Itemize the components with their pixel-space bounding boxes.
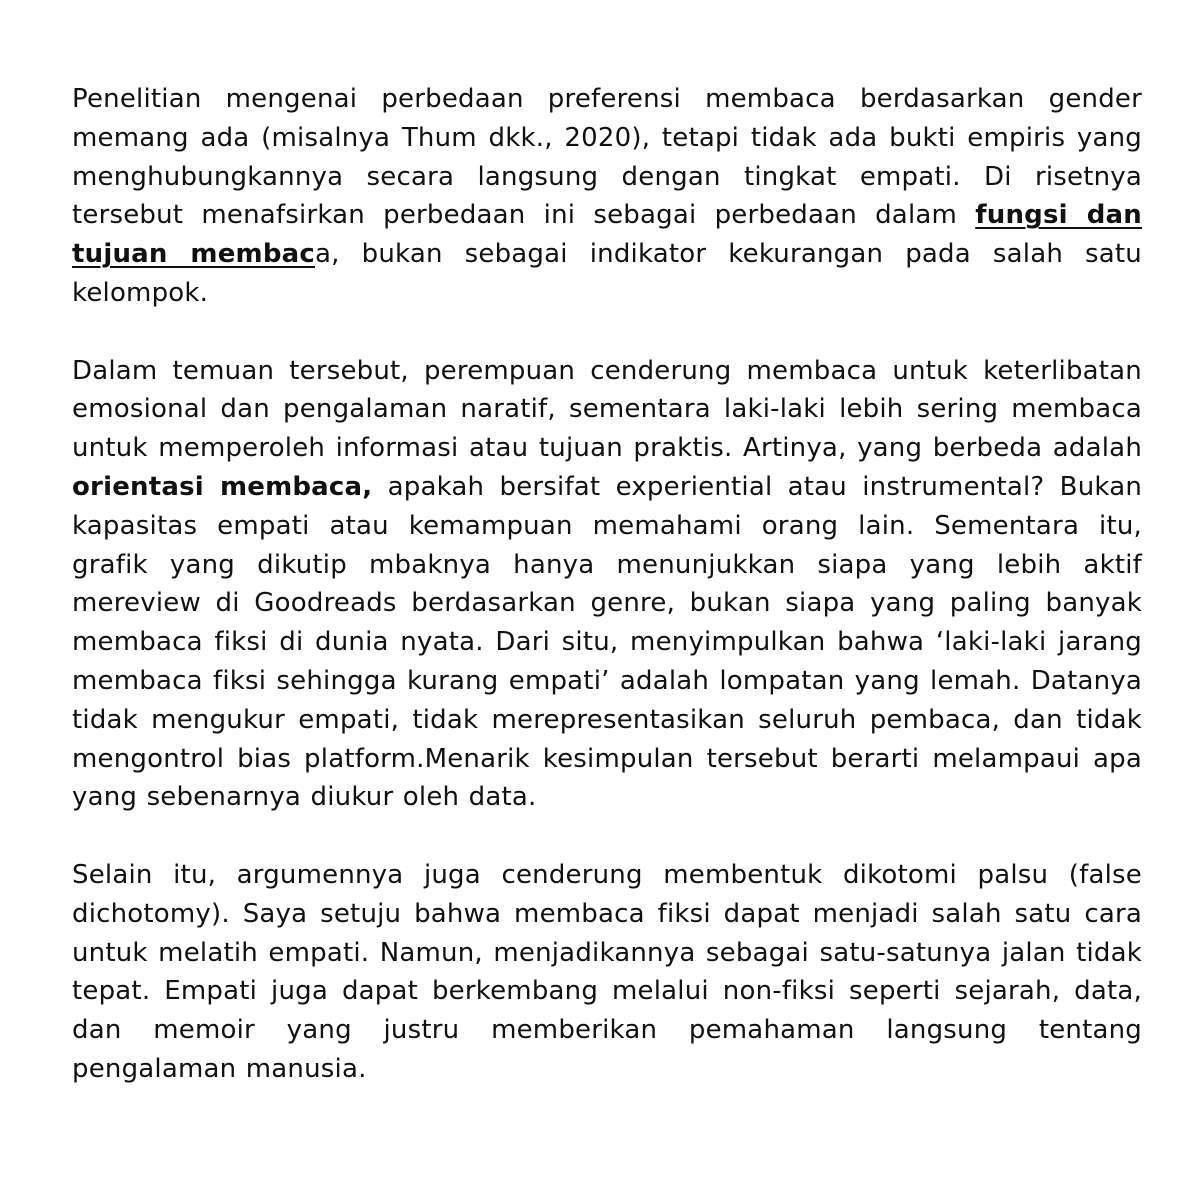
paragraph-3 [72,856,1142,1089]
paragraph-2-text-before: Dalam temuan tersebut, perempuan cenderung membaca untuk keterlibatan emosional dan pengalaman naratif, sementara laki-laki lebih sering membaca untuk memperoleh informasi atau tujuan praktis. Artinya, yang berbeda adalah [72,355,1142,464]
paragraph-2-text-after: apakah bersifat experiential atau instrumental? Bukan kapasitas empati atau kemampuan memahami orang lain. Sementara itu, grafik yang dikutip mbaknya hanya menunjukkan siapa yang lebih aktif mereview di Goodreads berdasarkan genre, bukan siapa yang paling banyak membaca fiksi di dunia nyata. Dari situ, menyimpulkan bahwa ‘laki-laki jarang membaca fiksi sehingga kurang empati’ adalah lompatan yang lemah. Datanya tidak mengukur empati, tidak merepresentasikan seluruh pembaca, dan tidak mengontrol bias platform.Menarik kesimpulan tersebut berarti melampaui apa yang sebenarnya diukur oleh data. [72,471,1143,813]
highlight-orientasi-membaca: orientasi membaca, [72,471,373,502]
paragraph-1 [72,80,1142,313]
paragraph-2 [72,352,1142,818]
paragraph-3-text: Selain itu, argumennya juga cenderung membentuk dikotomi palsu (false dichotomy). Saya setuju bahwa membaca fiksi dapat menjadi salah satu cara untuk melatih empati. Namun, menjadikannya sebagai satu-satunya jalan tidak tepat. Empati juga dapat berkembang melalui non-fiksi seperti sejarah, data, dan memoir yang justru memberikan pemahaman langsung tentang pengalaman manusia. [72,859,1142,1084]
paragraph-1-text-after: a, bukan sebagai indikator kekurangan pada salah satu kelompok. [72,239,1142,308]
paragraph-1-text-before: Penelitian mengenai perbedaan preferensi membaca berdasarkan gender memang ada (misalnya Thum dkk., 2020), tetapi tidak ada bukti empiris yang menghubungkannya secara langsung dengan tingkat empati. Di risetnya tersebut menafsirkan perbedaan ini sebagai perbedaan dalam [72,84,1142,231]
highlight-fungsi-tujuan: fungsi dan tujuan membac [72,200,1142,270]
